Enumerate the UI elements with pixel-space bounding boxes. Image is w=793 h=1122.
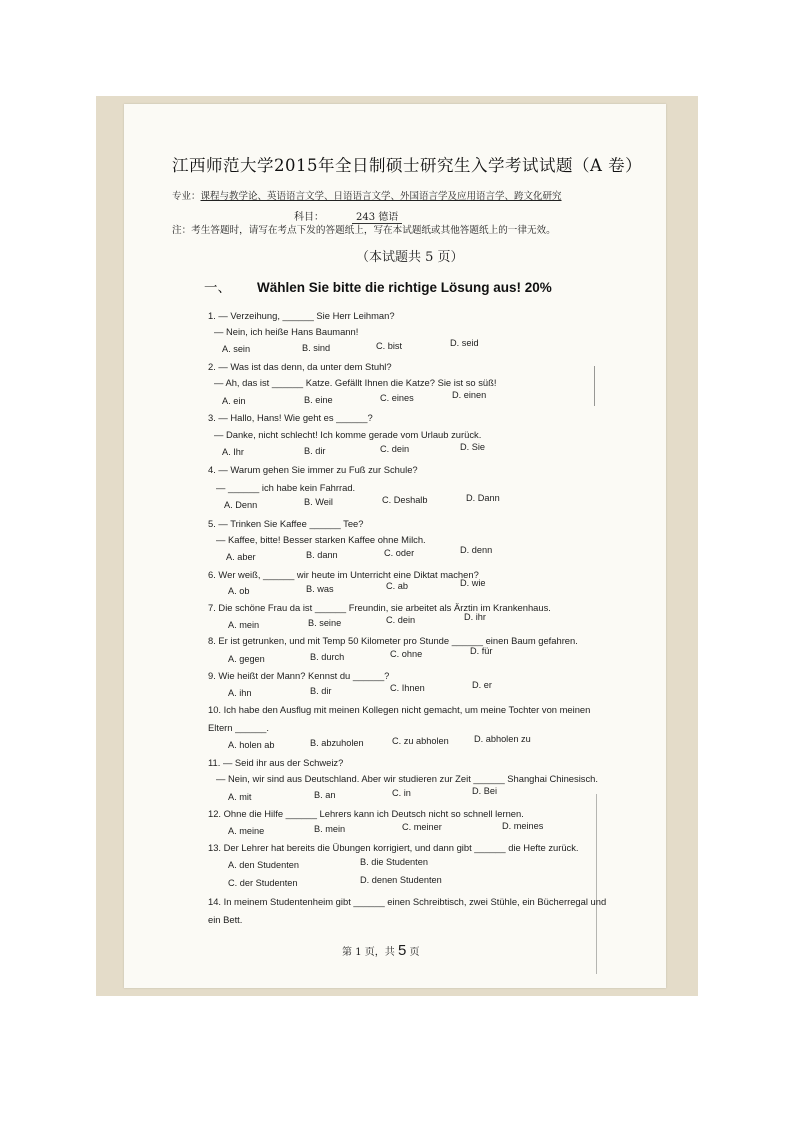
option: B. durch xyxy=(310,652,345,662)
option: C. oder xyxy=(384,548,415,558)
option: C. ohne xyxy=(390,649,423,659)
option: D. er xyxy=(472,680,492,690)
exam-note: 注：考生答题时，请写在考点下发的答题纸上，写在本试题纸或其他答题纸上的一律无效。 xyxy=(172,225,556,236)
option: B. dann xyxy=(306,550,338,560)
option: D. denn xyxy=(460,545,493,555)
question-line: 8. Er ist getrunken, und mit Temp 50 Kilometer pro Stunde ______ einen Baum gefahren. xyxy=(208,635,578,646)
option: A. aber xyxy=(226,552,256,562)
option: B. abzuholen xyxy=(310,738,364,748)
question-line: 3. — Hallo, Hans! Wie geht es ______? xyxy=(208,412,373,423)
question-line: 13. Der Lehrer hat bereits die Übungen korrigiert, und dann gibt ______ die Hefte zurück. xyxy=(208,842,579,853)
option: A. ein xyxy=(222,396,246,406)
option: C. der Studenten xyxy=(228,878,298,888)
option: D. denen Studenten xyxy=(360,875,442,885)
question-line: — Nein, ich heiße Hans Baumann! xyxy=(214,326,359,337)
option: A. ihn xyxy=(228,688,252,698)
option: D. abholen zu xyxy=(474,734,531,744)
option: B. Weil xyxy=(304,497,333,507)
page-count: （本试题共 5 页） xyxy=(356,250,464,265)
option: D. seid xyxy=(450,338,479,348)
exam-title: 江西师范大学2015年全日制硕士研究生入学考试试题（A 卷） xyxy=(172,156,643,175)
option: A. den Studenten xyxy=(228,860,300,870)
option: A. meine xyxy=(228,826,265,836)
option: D. einen xyxy=(452,390,487,400)
question-line: — Nein, wir sind aus Deutschland. Aber wir studieren zur Zeit ______ Shanghai Chinesisch. xyxy=(216,773,598,784)
scan-artifact xyxy=(594,366,595,406)
scan-artifact xyxy=(596,794,597,974)
option: C. in xyxy=(392,788,411,798)
option: A. sein xyxy=(222,344,251,354)
option: B. sind xyxy=(302,343,331,353)
option: C. eines xyxy=(380,393,414,403)
option: D. Dann xyxy=(466,493,500,503)
major-line xyxy=(172,188,562,202)
question-line: 11. — Seid ihr aus der Schweiz? xyxy=(208,757,344,768)
option: A. Denn xyxy=(224,500,258,510)
major-label: 专业： xyxy=(172,191,201,202)
question-line: — Kaffee, bitte! Besser starken Kaffee ohne Milch. xyxy=(216,534,426,545)
option: C. dein xyxy=(386,615,416,625)
option: D. meines xyxy=(502,821,544,831)
question-line: 10. Ich habe den Ausflug mit meinen Kollegen nicht gemacht, um meine Tochter von meinen xyxy=(208,704,591,715)
question-line: ein Bett. xyxy=(208,914,243,925)
option: D. wie xyxy=(460,578,486,588)
option: C. bist xyxy=(376,341,403,351)
question-line: 7. Die schöne Frau da ist ______ Freundin, sie arbeitet als Ärztin im Krankenhaus. xyxy=(208,602,551,613)
footer-suffix: 页 xyxy=(409,947,420,958)
option: C. Ihnen xyxy=(390,683,425,693)
option: B. die Studenten xyxy=(360,857,428,867)
question-line: 9. Wie heißt der Mann? Kennst du ______? xyxy=(208,670,390,681)
option: A. mein xyxy=(228,620,260,630)
question-line: 6. Wer weiß, ______ wir heute im Unterricht eine Diktat machen? xyxy=(208,569,479,580)
option: A. gegen xyxy=(228,654,265,664)
option: A. Ihr xyxy=(222,447,244,457)
option: A. mit xyxy=(228,792,252,802)
question-line: — Ah, das ist ______ Katze. Gefällt Ihnen die Katze? Sie ist so süß! xyxy=(214,377,497,388)
question-line: — ______ ich habe kein Fahrrad. xyxy=(216,482,356,493)
option: B. was xyxy=(306,584,334,594)
question-line: 1. — Verzeihung, ______ Sie Herr Leihman? xyxy=(208,310,395,321)
question-line: 2. — Was ist das denn, da unter dem Stuhl? xyxy=(208,361,392,372)
option: B. mein xyxy=(314,824,346,834)
question-line: 5. — Trinken Sie Kaffee ______ Tee? xyxy=(208,518,364,529)
section-title: Wählen Sie bitte die richtige Lösung aus! 20% xyxy=(257,280,552,295)
option: D. Sie xyxy=(460,442,486,452)
footer-prefix: 第 xyxy=(342,947,352,958)
option: C. dein xyxy=(380,444,410,454)
option: A. holen ab xyxy=(228,740,275,750)
option: C. zu abholen xyxy=(392,736,449,746)
option: C. Deshalb xyxy=(382,495,428,505)
option: B. dir xyxy=(304,446,326,456)
question-line: 4. — Warum gehen Sie immer zu Fuß zur Schule? xyxy=(208,464,418,475)
section-heading xyxy=(204,276,552,296)
option: C. meiner xyxy=(402,822,442,832)
major-value: 课程与教学论、英语语言文学、日语语言文学、外国语言学及应用语言学、跨文化研究 xyxy=(200,191,562,202)
footer-mid: 页，共 xyxy=(364,947,395,958)
exam-page xyxy=(124,104,666,988)
option: A. ob xyxy=(228,586,250,596)
subject-label: 科目： xyxy=(294,212,324,223)
question-line: — Danke, nicht schlecht! Ich komme gerade vom Urlaub zurück. xyxy=(214,429,482,440)
question-line: Eltern ______. xyxy=(208,722,269,733)
option: B. an xyxy=(314,790,336,800)
option: B. dir xyxy=(310,686,332,696)
subject-value: 243 德语 xyxy=(352,208,402,224)
question-line: 12. Ohne die Hilfe ______ Lehrers kann ich Deutsch nicht so schnell lernen. xyxy=(208,808,524,819)
section-number: 一、 xyxy=(204,280,231,296)
option: B. seine xyxy=(308,618,342,628)
option: C. ab xyxy=(386,581,408,591)
option: D. ihr xyxy=(464,612,486,622)
option: B. eine xyxy=(304,395,333,405)
footer-page: 1 xyxy=(355,947,362,958)
footer-total: 5 xyxy=(397,942,407,959)
page-footer xyxy=(342,942,419,959)
question-line: 14. In meinem Studentenheim gibt ______ einen Schreibtisch, zwei Stühle, ein Bücherregal und xyxy=(208,896,607,907)
option: D. Bei xyxy=(472,786,498,796)
option: D. für xyxy=(470,646,493,656)
